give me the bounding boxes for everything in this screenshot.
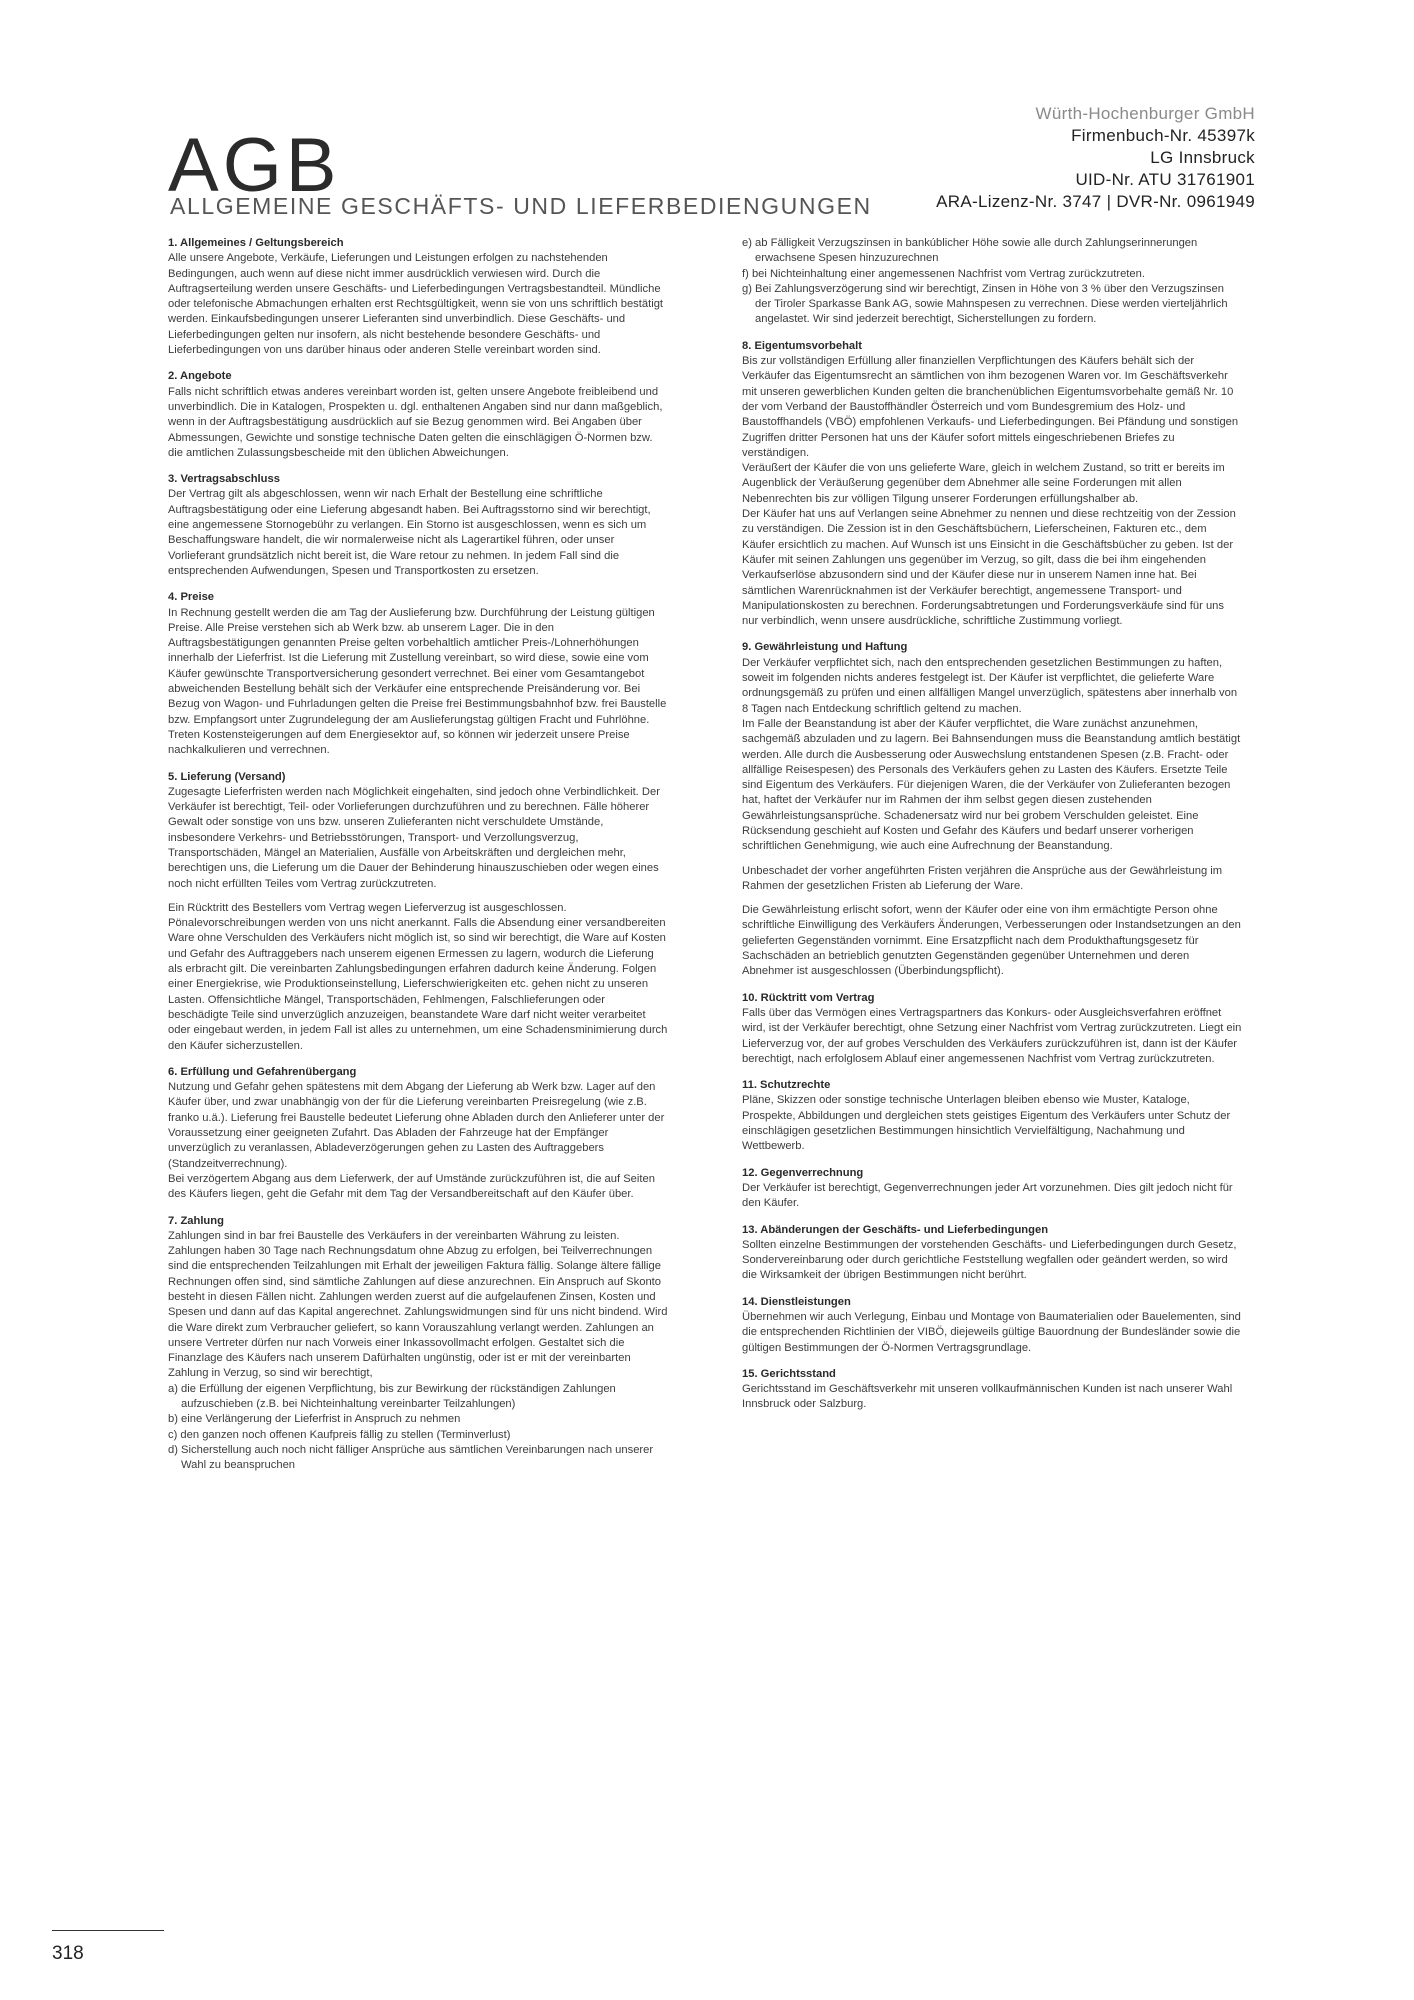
section-offsetting	[742, 1166, 1242, 1212]
company-register: Firmenbuch-Nr. 45397k	[1071, 126, 1255, 145]
company-license: ARA-Lizenz-Nr. 3747 | DVR-Nr. 0961949	[936, 192, 1255, 211]
section-withdrawal	[742, 991, 1242, 1067]
section-title: 10. Rücktritt vom Vertrag	[742, 991, 875, 1004]
section-title: 14. Dienstleistungen	[742, 1295, 851, 1308]
list-item: c) den ganzen noch offenen Kaufpreis fällig zu stellen (Terminverlust)	[168, 1428, 511, 1441]
section-paragraph: Ein Rücktritt des Bestellers vom Vertrag wegen Lieferverzug ist ausgeschlossen. Pönalevorschreibungen werden von uns nicht anerkannt. Falls die Absendung einer versandbereiten Ware ohne Verschulden des Verkäufers nicht möglich ist, so sind wir berechtigt, die Ware auf Kosten und Gefahr des Auftraggebers nach unserem eigenen Ermessen zu lagern, wodurch die Lieferung als erbracht gilt. Die vereinbarten Zahlungsbedingungen erfahren dadurch keine Änderung. Folgen einer Energiekrise, wie Produktionseinstellung, Lieferschwierigkeiten etc. gehen nicht zu unseren Lasten. Offensichtliche Mängel, Transportschäden, Fehlmengen, Falschlieferungen oder beschädigte Teile sind unverzüglich anzuzeigen, beanstandete Ware darf nicht weiter verarbeitet oder eingebaut werden, in jedem Fall ist alles zu unternehmen, um eine Schadensminimierung durch den Käufer sicherzustellen.	[168, 901, 668, 1052]
section-paragraph: Zahlungen sind in bar frei Baustelle des Verkäufers in der vereinbarten Währung zu leisten. Zahlungen haben 30 Tage nach Rechnungsdatum ohne Abzug zu erfolgen, bei Teilverrechnungen sind die entsprechenden Teilzahlungen mit Erhalt der jeweiligen Faktura fällig. Solange ältere fällige Rechnungen offen sind, sind sämtliche Zahlungen auf diese anzurechnen. Ein Anspruch auf Skonto besteht in diesen Fällen nicht. Zahlungen werden zuerst auf die aufgelaufenen Zinsen, Kosten und Spesen und dann auf das Kapital angerechnet. Zahlungswidmungen sind für uns nicht bindend. Wird die Ware direkt zum Verbraucher geliefert, so kann Vorauszahlung verlangt werden. Zahlungen an unsere Vertreter dürfen nur nach Vorweis einer Inkassovollmacht erfolgen. Gestaltet sich die Finanzlage des Käufers nach unserem Dafürhalten ungünstig, oder ist er mit der vereinbarten Zahlung in Verzug, so sind wir berechtigt,	[168, 1229, 668, 1380]
section-offers	[168, 369, 668, 461]
list-item: b) eine Verlängerung der Lieferfrist in Anspruch zu nehmen	[168, 1413, 461, 1426]
section-paragraph: Falls nicht schriftlich etwas anderes vereinbart worden ist, gelten unsere Angebote freibleibend und unverbindlich. Die in Katalogen, Prospekten u. dgl. enthaltenen Angaben sind nur dann maßgeblich, wenn in der Auftragsbestätigung ausdrücklich auf sie Bezug genommen wird. Bei Angaben über Abmessungen, Gewichte und sonstige technische Daten gelten die einschlägigen Ö-Normen bzw. die amtlichen Zulassungsbescheide mit den üblichen Abweichungen.	[168, 385, 663, 459]
section-paragraph: Im Falle der Beanstandung ist aber der Käufer verpflichtet, die Ware zunächst anzunehmen, sachgemäß abzuladen und zu lagern. Bei Bahnsendungen muss die Beanstandung amtlich bestätigt werden. Alle durch die Ausbesserung oder Auswechslung entstandenen Spesen (z.B. Fracht- oder allfällige Reisespesen) des Personals des Verkäufers gehen zu Lasten des Käufers. Ersetzte Teile sind Eigentum des Verkäufers. Für diejenigen Waren, die der Verkäufer von Zulieferanten bezogen hat, haftet der Verkäufer nur im Rahmen der ihm selbst gegen diesen zustehenden Gewährleistungsansprüche. Schadenersatz wird nur bei grobem Verschulden geleistet. Eine Rücksendung geschieht auf Kosten und Gefahr des Käufers und bedarf unserer vorherigen schriftlichen Genehmigung, wie auch eine Aufrechnung der Beanstandung.	[742, 717, 1241, 853]
section-title: 2. Angebote	[168, 370, 232, 383]
section-title: 9. Gewährleistung und Haftung	[742, 641, 908, 654]
section-paragraph: Sollten einzelne Bestimmungen der vorstehenden Geschäfts- und Lieferbedingungen durch Gesetz, Sondervereinbarung oder durch gerichtliche Feststellung wegfallen oder geändert werden, so wird die Wirksamkeit der übrigen Bestimmungen nicht berührt.	[742, 1238, 1237, 1282]
section-paragraph: Zugesagte Lieferfristen werden nach Möglichkeit eingehalten, sind jedoch ohne Verbindlichkeit. Der Verkäufer ist berechtigt, Teil- oder Vorlieferungen durchzuführen und zu berechnen. Fälle höherer Gewalt oder sonstige von uns bzw. unseren Zulieferanten nicht verschuldete Umstände, insbesondere Verkehrs- und Betriebsstörungen, Transport- und Verzollungsverzug, Transportschäden, Mängel an Materialien, Ausfälle von Arbeitskräften und dergleichen mehr, berechtigen uns, die Lieferung um die Dauer der Behinderung hinauszuschieben oder wegen eines noch nicht erfüllten Teiles vom Vertrag zurückzutreten.	[168, 785, 660, 890]
section-paragraph: Falls über das Vermögen eines Vertragspartners das Konkurs- oder Ausgleichsverfahren eröffnet wird, ist der Verkäufer berechtigt, ohne Setzung einer Nachfrist vom Vertrag zurückzutreten. Liegt ein Lieferverzug vor, der auf grobes Verschulden des Verkäufers zurückzuführen ist, dann ist der Käufer berechtigt, nach erfolglosem Ablauf einer angemessenen Nachfrist vom Vertrag zurückzutreten.	[742, 1006, 1242, 1065]
section-title: 5. Lieferung (Versand)	[168, 770, 286, 783]
footer-divider	[52, 1930, 164, 1931]
section-jurisdiction	[742, 1367, 1242, 1413]
payment-list-continued	[742, 236, 1242, 328]
section-amendments	[742, 1223, 1242, 1284]
terms-column-left	[168, 236, 668, 1485]
company-info	[936, 103, 1255, 213]
section-paragraph: Nutzung und Gefahr gehen spätestens mit dem Abgang der Lieferung ab Werk bzw. Lager auf den Käufer über, und zwar unabhängig von der für die Lieferung vereinbarten Preisregelung (wie z.B. franko u.ä.). Lieferung frei Baustelle bedeutet Lieferung ohne Abladen durch den Anlieferer unter der Voraussetzung einer geeigneten Zufahrt. Das Abladen der Fahrzeuge hat der Empfänger unverzüglich zu veranlassen, Abladeverzögerungen gehen zu Lasten des Auftraggebers (Standzeitverrechnung).	[168, 1081, 665, 1170]
list-item: d) Sicherstellung auch noch nicht fälliger Ansprüche aus sämtlichen Vereinbarungen nach unserer Wahl zu beanspruchen	[168, 1443, 654, 1472]
section-paragraph: Pläne, Skizzen oder sonstige technische Unterlagen bleiben ebenso wie Muster, Kataloge, Prospekte, Abbildungen und dergleichen stets geistiges Eigentum des Verkäufers unter Schutz der einschlägigen gesetzlichen Bestimmungen hinsichtlich Vervielfältigung, Nachahmung und Wettbewerb.	[742, 1094, 1231, 1153]
section-title: 13. Abänderungen der Geschäfts- und Lieferbedingungen	[742, 1223, 1049, 1236]
section-prices	[168, 590, 668, 758]
section-paragraph: Die Gewährleistung erlischt sofort, wenn der Käufer oder eine von ihm ermächtigte Person ohne schriftliche Einwilligung des Verkäufers Änderungen, Verbesserungen oder Instandsetzungen an den gelieferten Gegenständen vornimmt. Eine Ersatzpflicht nach dem Produkthaftungsgesetz für Sachschäden an betrieblich genutzten Gegenständen gegenüber Unternehmen und deren Abnehmer ist ausgeschlossen (Überbindungspflicht).	[742, 904, 1241, 978]
section-paragraph: Bei verzögertem Abgang aus dem Lieferwerk, der auf Umstände zurückzuführen ist, die auf Seiten des Käufers liegen, geht die Gefahr mit dem Tag der Versandbereitschaft auf den Käufer über.	[168, 1172, 655, 1201]
section-payment	[168, 1214, 668, 1474]
section-payment-continued	[742, 236, 1242, 328]
section-warranty	[742, 640, 1242, 979]
company-name: Würth-Hochenburger GmbH	[1035, 104, 1255, 123]
section-paragraph: Der Verkäufer verpflichtet sich, nach den entsprechenden gesetzlichen Bestimmungen zu haften, soweit im folgenden nichts anderes festgelegt ist. Der Käufer ist verpflichtet, die gelieferte Ware ordnungsgemäß zu prüfen und einen allfälligen Mangel unverzüglich, spätestens aber innerhalb von 8 Tagen nach Entdeckung schriftlich geltend zu machen.	[742, 656, 1238, 715]
list-item: f) bei Nichteinhaltung einer angemessenen Nachfrist vom Vertrag zurückzutreten.	[742, 267, 1145, 280]
section-general	[168, 236, 668, 358]
section-title: 1. Allgemeines / Geltungsbereich	[168, 237, 344, 249]
section-paragraph: Der Verkäufer ist berechtigt, Gegenverrechnungen jeder Art vorzunehmen. Dies gilt jedoch nicht für den Käufer.	[742, 1181, 1233, 1210]
section-paragraph: Der Käufer hat uns auf Verlangen seine Abnehmer zu nennen und diese rechtzeitig von der Zession zu verständigen. Die Zession ist in den Geschäftsbüchern, Lieferscheinen, Fakturen etc., dem Käufer ersichtlich zu machen. Auf Wunsch ist uns Einsicht in die Geschäftsbücher zu geben. Ist der Käufer mit seinen Zahlungen uns gegenüber im Verzug, so gilt, dass die bei ihm eingehenden Verkaufserlöse abzusondern sind und der Käufer diese nur in unserem Namen inne hat. Bei sämtlichen Warenrücknahmen ist der Verkäufer berechtigt, angemessene Transport- und Manipulationskosten zu berechnen. Forderungsabtretungen und Forderungsverkäufe sind für uns nur verbindlich, wenn unsere ausdrückliche, schriftliche Zustimmung vorliegt.	[742, 508, 1236, 628]
section-title: 4. Preise	[168, 591, 215, 604]
page-number: 318	[52, 1943, 84, 1964]
section-title: 8. Eigentumsvorbehalt	[742, 339, 862, 352]
section-services	[742, 1295, 1242, 1356]
list-item: e) ab Fälligkeit Verzugszinsen in bankúblicher Höhe sowie alle durch Zahlungserinnerungen erwachsene Spesen hinzuzurechnen	[742, 237, 1198, 265]
section-paragraph: Der Vertrag gilt als abgeschlossen, wenn wir nach Erhalt der Bestellung eine schriftliche Auftragsbestätigung oder eine Lieferung abgesandt haben. Bei Auftragsstorno sind wir berechtigt, eine angemessene Stornogebühr zu verlangen. Ein Storno ist ausgeschlossen, wenn es sich um Beschaffungsware handelt, die wir normalerweise nicht als Lagerartikel führen, oder unser Vorlieferant grundsätzlich nicht bereit ist, die Ware retour zu nehmen. In jedem Fall sind die entsprechenden Aufwendungen, Spesen und Transportkosten zu ersetzen.	[168, 488, 651, 577]
section-paragraph: Gerichtsstand im Geschäftsverkehr mit unseren vollkaufmännischen Kunden ist nach unserer Wahl Innsbruck oder Salzburg.	[742, 1383, 1233, 1411]
section-title: 6. Erfüllung und Gefahrenübergang	[168, 1065, 357, 1078]
company-court: LG Innsbruck	[1150, 148, 1255, 167]
list-item: g) Bei Zahlungsverzögerung sind wir berechtigt, Zinsen in Höhe von 3 % über den Verzugszinsen der Tiroler Sparkasse Bank AG, sowie Mahnspesen zu verrechnen. Diese werden vierteljährlich angelastet. Wir sind jederzeit berechtigt, Sicherstellungen zu fordern.	[742, 282, 1228, 326]
section-paragraph: Bis zur vollständigen Erfüllung aller finanziellen Verpflichtungen des Käufers behält sich der Verkäufer das Eigentumsrecht an sämtlichen von ihm bezogenen Waren vor. Im Geschäftsverkehr mit unseren gewerblichen Kunden gelten die branchenüblichen Eigentumsvorbehalte gemäß Nr. 10 der vom Verband der Baustoffhändler Österreich und vom Bundesgremium des Holz- und Baustoffhandels (VBÖ) empfohlenen Verkaufs- und Lieferbedingungen. Bei Pfändung und sonstigen Zugriffen dritter Personen hat uns der Käufer sofort mittels eingeschriebenen Briefes zu verständigen.	[742, 355, 1239, 459]
payment-list	[168, 1382, 668, 1474]
page-title: AGB	[168, 123, 341, 208]
section-property-rights	[742, 1078, 1242, 1154]
section-retention-of-title	[742, 339, 1242, 630]
section-title: 11. Schutzrechte	[742, 1079, 831, 1092]
section-paragraph: In Rechnung gestellt werden die am Tag der Auslieferung bzw. Durchführung der Leistung gültigen Preise. Alle Preise verstehen sich ab Werk bzw. ab unserem Lager. Die in den Auftragsbestätigungen genannten Preise gelten vorbehaltlich amtlicher Preis-/Lohnerhöhungen innerhalb der Lieferfrist. Ist die Lieferung mit Zustellung vereinbart, so wird diese, sowie eine vom Käufer gewünschte Transportversicherung gesondert verrechnet. Bei einer vom Gesamtangebot abweichenden Bestellung behält sich der Verkäufer eine entsprechende Preisänderung vor. Bei Bezug von Wagon- und Fuhrladungen gelten die Preise frei Bestimmungsbahnhof bzw. frei Baustelle bzw. Empfangsort unter Zugrundelegung der am Auslieferungstag gültigen Fracht und Fuhrlöhne. Treten Kostensteigerungen auf dem Energiesektor auf, so können wir jederzeit unsere Preise nachkalkulieren und verrechnen.	[168, 606, 667, 757]
page-subtitle: ALLGEMEINE GESCHÄFTS- UND LIEFERBEDIENGUNGEN	[170, 193, 872, 219]
terms-column-right	[742, 236, 1242, 1424]
section-title: 7. Zahlung	[168, 1214, 224, 1227]
section-paragraph: Alle unsere Angebote, Verkäufe, Lieferungen und Leistungen erfolgen zu nachstehenden Bedingungen, auch wenn auf diese nicht immer ausdrücklich verwiesen wird. Durch die Auftragserteilung werden unsere Geschäfts- und Lieferbedingungen Vertragsbestandteil. Mündliche oder telefonische Abmachungen erhalten erst Rechtsgültigkeit, wenn sie von uns schriftlich bestätigt werden. Einkaufsbedingungen unserer Lieferanten sind unverbindlich. Diese Geschäfts- und Lieferbedingungen gelten nur insofern, als nicht bestehende besondere Geschäfts- und Lieferbedingungen von uns darüber hinaus oder anderen Stelle vereinbart worden sind.	[168, 252, 664, 357]
section-title: 15. Gerichtsstand	[742, 1367, 836, 1380]
section-paragraph: Veräußert der Käufer die von uns gelieferte Ware, gleich in welchem Zustand, so tritt er bereits im Augenblick der Veräußerung gegenüber dem Abnehmer alle seine Forderungen mit allen Nebenrechten bis zur völligen Tilgung unserer Forderungen erfüllungshalber ab.	[742, 462, 1225, 505]
section-fulfillment	[168, 1065, 668, 1203]
section-paragraph: Unbeschadet der vorher angeführten Fristen verjähren die Ansprüche aus der Gewährleistung im Rahmen der gesetzlichen Fristen ab Lieferung der Ware.	[742, 864, 1223, 892]
section-contract	[168, 472, 668, 579]
section-paragraph: Übernehmen wir auch Verlegung, Einbau und Montage von Baumaterialien oder Bauelementen, sind die entsprechenden Richtlinien der VIBÖ, diejeweils gültige Bauordnung der Bundesländer sowie die gültigen Bestimmungen der Ö-Normen Vertragsgrundlage.	[742, 1311, 1241, 1354]
section-delivery	[168, 770, 668, 1054]
list-item: a) die Erfüllung der eigenen Verpflichtung, bis zur Bewirkung der rückständigen Zahlungen aufzuschieben (z.B. bei Nichteinhaltung vereinbarter Teilzahlungen)	[168, 1382, 616, 1411]
section-title: 3. Vertragsabschluss	[168, 473, 280, 486]
section-title: 12. Gegenverrechnung	[742, 1166, 864, 1179]
company-uid: UID-Nr. ATU 31761901	[1075, 170, 1255, 189]
